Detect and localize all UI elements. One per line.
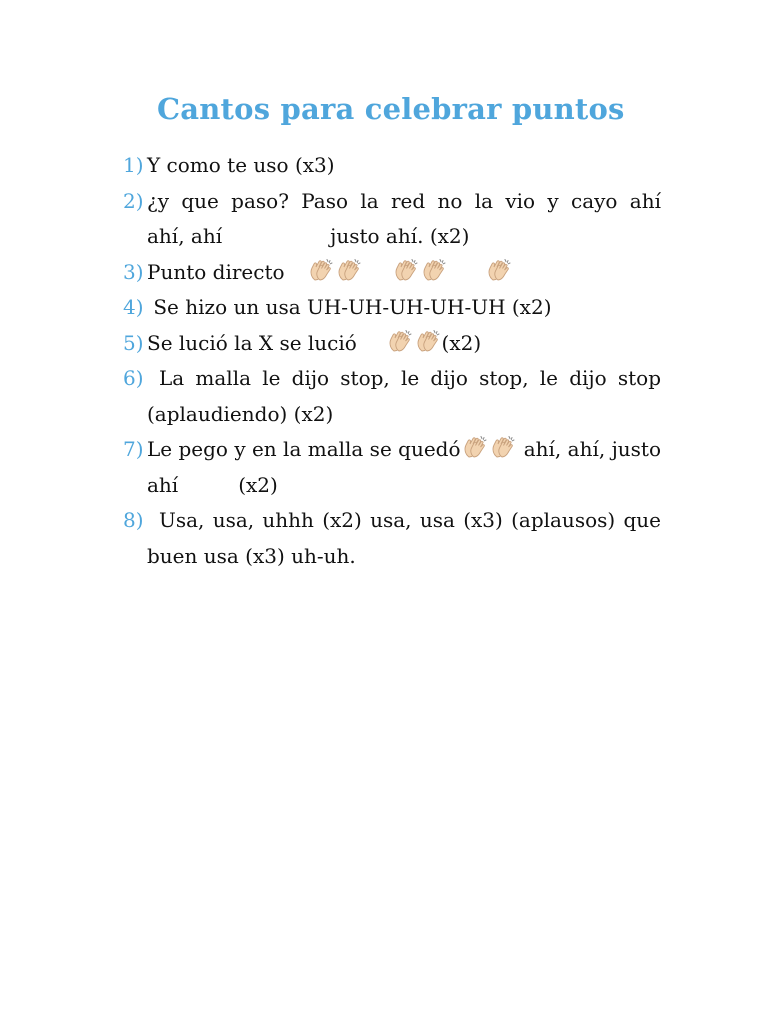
item-text-fragment: (x2) <box>238 472 278 497</box>
item-number: 4) <box>123 295 144 319</box>
item-text-line: Usa, usa, uhhh (x2) usa, usa (x3) (aplausos) que <box>159 508 661 532</box>
item-suffix: (x2) <box>441 330 482 355</box>
item-text: Se lució la X se lució <box>147 330 357 355</box>
clapping-hands-icon <box>308 258 334 282</box>
item-text-line: ¿y que paso? Paso la red no la vio y cayo ahí <box>147 188 661 213</box>
clapping-hands-icon <box>387 329 413 353</box>
clapping-hands-icon <box>462 435 488 459</box>
item-text-line <box>147 432 661 468</box>
item-number: 5) <box>123 330 144 355</box>
item-number: 6) <box>123 366 144 390</box>
item-number: 8) <box>123 508 144 532</box>
list-item <box>123 361 661 432</box>
page-title: Cantos para celebrar puntos <box>157 92 625 126</box>
clapping-hands-icon <box>393 258 419 282</box>
item-text-fragment: ahí <box>147 472 179 497</box>
item-number: 1) <box>123 153 144 177</box>
item-text-line: (aplaudiendo) (x2) <box>147 401 334 426</box>
clapping-hands-icon <box>486 258 512 282</box>
item-text-line <box>147 219 661 255</box>
item-text: Le pego y en la malla se quedó <box>147 437 461 461</box>
clapping-hands-icon <box>415 329 441 353</box>
item-number: 2) <box>123 188 144 213</box>
item-text: Punto directo <box>147 259 285 284</box>
item-text-line <box>147 468 661 504</box>
item-number: 3) <box>123 259 144 284</box>
list-item <box>123 255 661 291</box>
list-item <box>123 432 661 503</box>
list-item <box>123 326 661 362</box>
item-text-line: La malla le dijo stop, le dijo stop, le dijo stop <box>159 366 661 390</box>
item-text: Se hizo un usa UH-UH-UH-UH-UH (x2) <box>147 295 552 319</box>
item-text-fragment: ahí, ahí, justo <box>523 437 661 461</box>
item-text-line: buen usa (x3) uh-uh. <box>147 543 356 568</box>
clapping-hands-icon <box>421 258 447 282</box>
chant-list <box>123 148 661 574</box>
item-text-fragment: ahí, ahí <box>147 224 223 248</box>
list-item <box>123 184 661 255</box>
list-item <box>123 148 661 184</box>
clapping-hands-icon <box>490 435 516 459</box>
list-item <box>123 503 661 574</box>
item-text-fragment: justo ahí. (x2) <box>330 224 470 248</box>
clapping-hands-icon <box>336 258 362 282</box>
item-text: Y como te uso (x3) <box>147 153 335 177</box>
item-number: 7) <box>123 437 144 461</box>
list-item <box>123 290 661 326</box>
